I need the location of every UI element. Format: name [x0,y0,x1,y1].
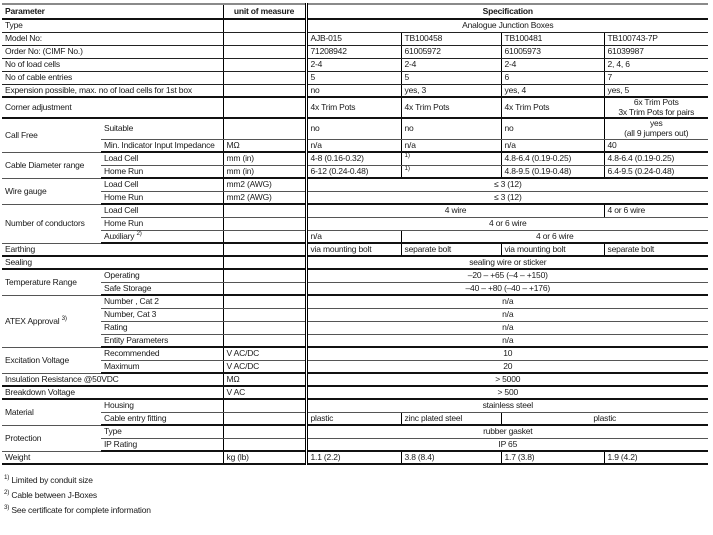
value-cell: 1.7 (3.8) [501,451,604,464]
unit-cell: kg (lb) [223,451,306,464]
value-cell: 4.8-6.4 (0.19-0.25) [501,152,604,165]
value-cell: sealing wire or sticker [306,256,708,269]
value-cell [604,97,708,118]
unit-cell [223,84,306,97]
value-cell: 4 or 6 wire [604,204,708,217]
value-line: 6x Trim Pots [633,97,679,107]
value-cell: plastic [501,412,708,425]
param-cell: Order No: (CIMF No.) [2,45,223,58]
unit-cell [223,204,306,217]
subparam-cell: Home Run [101,217,223,230]
unit-cell [223,217,306,230]
value-cell: 6.4-9.5 (0.24-0.48) [604,165,708,178]
table-row-wiregauge-homerun [2,191,708,204]
unit-cell [223,269,306,282]
table-row-excitation-maximum [2,360,708,373]
table-row-insulation [2,373,708,386]
param-cell: Expension possible, max. no of load cells for 1st box [2,84,223,97]
value-cell: > 5000 [306,373,708,386]
unit-cell [223,282,306,295]
group-cell: Cable Diameter range [2,152,101,178]
value-line: 3x Trim Pots for pairs [618,106,695,117]
value-cell: yes, 3 [401,84,501,97]
value-cell: 2, 4, 6 [604,58,708,71]
subparam-cell: Number, Cat 3 [101,308,223,321]
subparam-cell [101,230,223,243]
header-unit-of-measure: unit of measure [223,4,306,19]
footnote-3 [4,505,709,515]
value-cell: no [401,118,501,139]
table-row-model [2,32,708,45]
subparam-cell: Entity Parameters [101,334,223,347]
subparam-cell: Home Run [101,165,223,178]
subparam-label: Auxiliary [104,230,135,241]
unit-cell: V AC/DC [223,360,306,373]
value-cell: 61005973 [501,45,604,58]
table-row-weight [2,451,708,464]
subparam-cell: Operating [101,269,223,282]
value-cell: stainless steel [306,399,708,412]
subparam-cell: Safe Storage [101,282,223,295]
table-row-atex-cat2 [2,295,708,308]
table-row-cable-entries [2,71,708,84]
unit-cell [223,334,306,347]
table-row-expansion [2,84,708,97]
value-cell: 4 or 6 wire [306,217,708,230]
subparam-cell: Type [101,425,223,438]
value-cell: 6-12 (0.24-0.48) [306,165,401,178]
subparam-cell: Home Run [101,191,223,204]
unit-cell [223,97,306,118]
table-row-sealing [2,256,708,269]
unit-cell: MΩ [223,373,306,386]
value-cell: AJB-015 [306,32,401,45]
value-cell: 71208942 [306,45,401,58]
value-cell: 7 [604,71,708,84]
unit-cell: V AC [223,386,306,399]
table-row-atex-rating [2,321,708,334]
table-row-conductors-homerun [2,217,708,230]
group-cell: Wire gauge [2,178,101,204]
value-cell: n/a [306,230,401,243]
table-row-protection-type [2,425,708,438]
table-row-calfree-suitable [2,118,708,139]
footnote-marker: 3) [4,504,10,512]
table-row-earthing [2,243,708,256]
table-row-calfree-impedance [2,139,708,152]
value-cell: plastic [306,412,401,425]
value-cell: 4x Trim Pots [401,97,501,118]
unit-cell [223,19,306,32]
value-cell [401,152,501,165]
value-line: (all 9 jumpers out) [624,127,689,138]
unit-cell: mm (in) [223,152,306,165]
header-parameter: Parameter [2,4,223,19]
param-cell: Earthing [2,243,223,256]
unit-cell [223,308,306,321]
unit-cell: mm2 (AWG) [223,191,306,204]
value-cell: 40 [604,139,708,152]
value-cell: separate bolt [401,243,501,256]
param-cell: Sealing [2,256,223,269]
value-cell: rubber gasket [306,425,708,438]
value-cell: IP 65 [306,438,708,451]
group-cell: Protection [2,425,101,451]
value-cell: 4.8-9.5 (0.19-0.48) [501,165,604,178]
value-cell: –40 – +80 (–40 – +176) [306,282,708,295]
value-cell: 61005972 [401,45,501,58]
value-cell: n/a [306,334,708,347]
unit-cell: V AC/DC [223,347,306,360]
subparam-cell: Load Cell [101,152,223,165]
value-cell: TB100743-7P [604,32,708,45]
footnote-marker: 1) [4,474,10,482]
param-cell: Insulation Resistance @50VDC [2,373,223,386]
value-cell: n/a [501,139,604,152]
value-cell: 2-4 [306,58,401,71]
subparam-cell: IP Rating [101,438,223,451]
value-cell: TB100481 [501,32,604,45]
value-cell: 2-4 [501,58,604,71]
footnote-2 [4,490,709,500]
unit-cell [223,243,306,256]
footnotes [4,475,709,515]
value-cell: yes, 4 [501,84,604,97]
subparam-cell: Number , Cat 2 [101,295,223,308]
subparam-cell: Recommended [101,347,223,360]
unit-cell: mm2 (AWG) [223,178,306,191]
footnote-ref: 2) [136,229,142,237]
value-cell: n/a [401,139,501,152]
table-row-breakdown [2,386,708,399]
group-cell: Call Free [2,118,101,152]
value-cell: via mounting bolt [501,243,604,256]
value-cell: no [306,84,401,97]
footnote-1 [4,475,709,485]
footnote-text: Cable between J-Boxes [11,490,97,500]
footnote-text: Limited by conduit size [11,475,93,485]
value-cell: ≤ 3 (12) [306,178,708,191]
value-cell: separate bolt [604,243,708,256]
value-line: yes [649,118,663,129]
unit-cell [223,425,306,438]
unit-cell: MΩ [223,139,306,152]
table-row-material-housing [2,399,708,412]
value-cell: via mounting bolt [306,243,401,256]
table-row-corner-adjustment [2,97,708,118]
value-cell: 4.8-6.4 (0.19-0.25) [604,152,708,165]
value-cell: 1.9 (4.2) [604,451,708,464]
value-cell: 5 [401,71,501,84]
table-row-wiregauge-loadcell [2,178,708,191]
unit-cell [223,321,306,334]
table-row-excitation-recommended [2,347,708,360]
table-row-conductors-loadcell [2,204,708,217]
unit-cell [223,45,306,58]
unit-cell [223,295,306,308]
value-cell: 61039987 [604,45,708,58]
unit-cell [223,230,306,243]
value-cell: 4x Trim Pots [501,97,604,118]
table-row-temp-operating [2,269,708,282]
value-cell: –20 – +65 (–4 – +150) [306,269,708,282]
value-cell: 3.8 (8.4) [401,451,501,464]
value-cell: ≤ 3 (12) [306,191,708,204]
table-row-material-fitting [2,412,708,425]
value-cell [401,165,501,178]
value-cell: 6 [501,71,604,84]
unit-cell [223,32,306,45]
value-cell: 1.1 (2.2) [306,451,401,464]
value-cell: n/a [306,321,708,334]
table-header-row [2,4,708,19]
param-cell: Type [2,19,223,32]
value-cell: 5 [306,71,401,84]
unit-cell: mm (in) [223,165,306,178]
param-cell: No of cable entries [2,71,223,84]
unit-cell [223,438,306,451]
table-row-temp-storage [2,282,708,295]
value-cell: no [501,118,604,139]
footnote-text: See certificate for complete information [11,505,151,515]
footnote-ref: 3) [61,314,67,322]
unit-cell [223,58,306,71]
table-row-order [2,45,708,58]
group-cell: Excitation Voltage [2,347,101,373]
value-cell: 4 wire [306,204,604,217]
table-row-atex-cat3 [2,308,708,321]
table-row-type [2,19,708,32]
value-cell: n/a [306,139,401,152]
unit-cell [223,71,306,84]
group-label: ATEX Approval [5,315,60,326]
spec-table [2,3,708,465]
value-cell: Analogue Junction Boxes [306,19,708,32]
value-cell: zinc plated steel [401,412,501,425]
table-row-cablediam-loadcell [2,152,708,165]
value-cell: 4x Trim Pots [306,97,401,118]
value-cell: n/a [306,308,708,321]
group-cell: Temperature Range [2,269,101,295]
param-cell: Breakdown Voltage [2,386,223,399]
unit-cell [223,256,306,269]
value-cell: TB100458 [401,32,501,45]
footnote-marker: 2) [4,489,10,497]
subparam-cell: Load Cell [101,204,223,217]
group-cell: Number of conductors [2,204,101,243]
value-cell: no [306,118,401,139]
subparam-cell: Min. Indicator Input Impedance [101,139,223,152]
param-cell: Weight [2,451,223,464]
param-cell: Corner adjustment [2,97,223,118]
table-row-load-cells [2,58,708,71]
table-row-conductors-auxiliary [2,230,708,243]
value-cell: 2-4 [401,58,501,71]
unit-cell [223,412,306,425]
table-row-protection-ip [2,438,708,451]
table-row-atex-entity [2,334,708,347]
header-specification: Specification [306,4,708,19]
param-cell: Model No: [2,32,223,45]
subparam-cell: Housing [101,399,223,412]
footnote-ref: 1) [404,152,410,160]
subparam-cell: Load Cell [101,178,223,191]
value-cell: 20 [306,360,708,373]
subparam-cell: Maximum [101,360,223,373]
unit-cell [223,118,306,139]
unit-cell [223,399,306,412]
value-cell: 10 [306,347,708,360]
value-cell: 4 or 6 wire [401,230,708,243]
subparam-cell: Suitable [101,118,223,139]
subparam-cell: Rating [101,321,223,334]
group-cell: Material [2,399,101,425]
subparam-cell: Cable entry fitting [101,412,223,425]
value-cell [604,118,708,139]
value-cell: 4-8 (0.16-0.32) [306,152,401,165]
footnote-ref: 1) [404,164,410,172]
table-row-cablediam-homerun [2,165,708,178]
value-cell: n/a [306,295,708,308]
value-cell: > 500 [306,386,708,399]
value-cell: yes, 5 [604,84,708,97]
group-cell [2,295,101,347]
param-cell: No of load cells [2,58,223,71]
